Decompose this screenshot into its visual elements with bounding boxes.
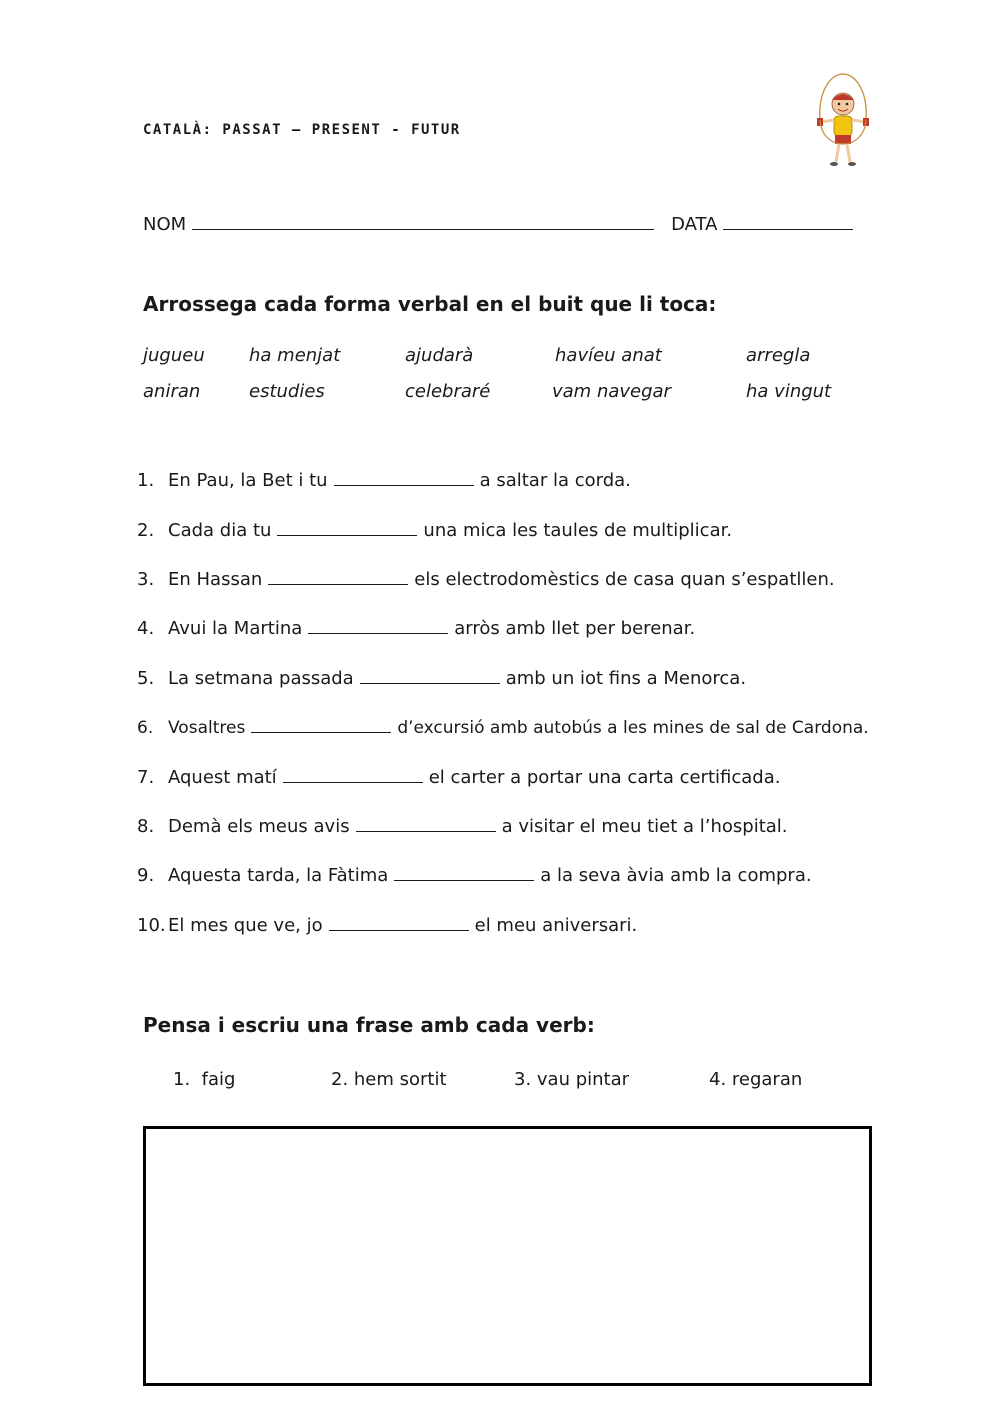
question-text-before: El mes que ve, jo bbox=[168, 915, 323, 936]
answer-drop-zone[interactable] bbox=[356, 814, 496, 832]
question-number: 8. bbox=[137, 816, 155, 837]
date-label: DATA bbox=[671, 214, 718, 235]
question-text-after: el carter a portar una carta certificada. bbox=[428, 767, 781, 788]
question-item bbox=[137, 518, 732, 541]
question-text-before: Avui la Martina bbox=[168, 618, 303, 639]
jump-rope-kid-illustration bbox=[808, 72, 878, 172]
question-number: 7. bbox=[137, 767, 155, 788]
verb-number: 1. bbox=[173, 1069, 191, 1090]
question-text-after: els electrodomèstics de casa quan s’espatllen. bbox=[414, 569, 835, 590]
name-label: NOM bbox=[143, 214, 187, 235]
question-text-after: una mica les taules de multiplicar. bbox=[423, 520, 733, 541]
answer-drop-zone[interactable] bbox=[360, 666, 500, 684]
question-text-before: Aquest matí bbox=[168, 767, 277, 788]
question-number: 4. bbox=[137, 618, 155, 639]
question-item bbox=[137, 814, 788, 837]
name-date-line bbox=[143, 212, 853, 235]
question-text-after: a la seva àvia amb la compra. bbox=[540, 865, 812, 886]
word-bank-item[interactable]: ajudarà bbox=[405, 345, 474, 366]
question-text-before: Cada dia tu bbox=[168, 520, 272, 541]
question-text-after: a visitar el meu tiet a l’hospital. bbox=[501, 816, 788, 837]
sentence-writing-box[interactable] bbox=[143, 1126, 872, 1386]
word-bank-item[interactable]: arregla bbox=[746, 345, 811, 366]
question-text-after: d’excursió amb autobús a les mines de sal de Cardona. bbox=[397, 718, 869, 738]
question-number: 6. bbox=[137, 718, 154, 738]
question-text-before: En Pau, la Bet i tu bbox=[168, 470, 328, 491]
word-bank-item[interactable]: jugueu bbox=[143, 345, 205, 366]
verb-word: faig bbox=[201, 1069, 236, 1090]
verb-item bbox=[173, 1069, 235, 1090]
question-number: 10. bbox=[137, 915, 166, 936]
question-text-before: Aquesta tarda, la Fàtima bbox=[168, 865, 389, 886]
question-text-after: a saltar la corda. bbox=[479, 470, 631, 491]
question-item bbox=[137, 666, 746, 689]
question-number: 3. bbox=[137, 569, 155, 590]
question-item bbox=[137, 765, 780, 788]
answer-drop-zone[interactable] bbox=[308, 616, 448, 634]
question-text-after: amb un iot fins a Menorca. bbox=[505, 668, 747, 689]
question-item bbox=[137, 913, 637, 936]
question-text-before: En Hassan bbox=[168, 569, 263, 590]
answer-drop-zone[interactable] bbox=[329, 913, 469, 931]
answer-drop-zone[interactable] bbox=[394, 863, 534, 881]
word-bank-item[interactable]: ha vingut bbox=[746, 381, 832, 402]
word-bank-item[interactable]: aniran bbox=[143, 381, 201, 402]
question-item bbox=[137, 567, 835, 590]
word-bank-item[interactable]: havíeu anat bbox=[555, 345, 662, 366]
word-bank-item[interactable]: vam navegar bbox=[552, 381, 671, 402]
question-number: 1. bbox=[137, 470, 155, 491]
verb-item: 3. vau pintar bbox=[514, 1069, 630, 1090]
answer-drop-zone[interactable] bbox=[334, 468, 474, 486]
question-text-before: Demà els meus avis bbox=[168, 816, 350, 837]
answer-drop-zone[interactable] bbox=[277, 518, 417, 536]
verb-item: 4. regaran bbox=[709, 1069, 803, 1090]
answer-drop-zone[interactable] bbox=[283, 765, 423, 783]
question-text-before: La setmana passada bbox=[168, 668, 354, 689]
question-number: 5. bbox=[137, 668, 155, 689]
question-item bbox=[137, 468, 631, 491]
question-number: 9. bbox=[137, 865, 155, 886]
verb-item: 2. hem sortit bbox=[331, 1069, 447, 1090]
question-item bbox=[137, 616, 695, 639]
answer-drop-zone[interactable] bbox=[268, 567, 408, 585]
date-field[interactable] bbox=[723, 212, 853, 230]
worksheet-title: CATALÀ: PASSAT – PRESENT - FUTUR bbox=[143, 122, 461, 138]
word-bank-item[interactable]: estudies bbox=[249, 381, 325, 402]
word-bank-item[interactable]: celebraré bbox=[405, 381, 491, 402]
section2-instruction: Pensa i escriu una frase amb cada verb: bbox=[143, 1013, 595, 1037]
question-text-after: el meu aniversari. bbox=[474, 915, 638, 936]
question-text-after: arròs amb llet per berenar. bbox=[454, 618, 696, 639]
section1-instruction: Arrossega cada forma verbal en el buit que li toca: bbox=[143, 292, 717, 316]
question-item bbox=[137, 863, 812, 886]
question-text-before: Vosaltres bbox=[168, 718, 246, 738]
question-number: 2. bbox=[137, 520, 155, 541]
word-bank-item[interactable]: ha menjat bbox=[249, 345, 341, 366]
name-field[interactable] bbox=[192, 212, 654, 230]
question-item bbox=[137, 715, 869, 738]
answer-drop-zone[interactable] bbox=[251, 715, 391, 733]
